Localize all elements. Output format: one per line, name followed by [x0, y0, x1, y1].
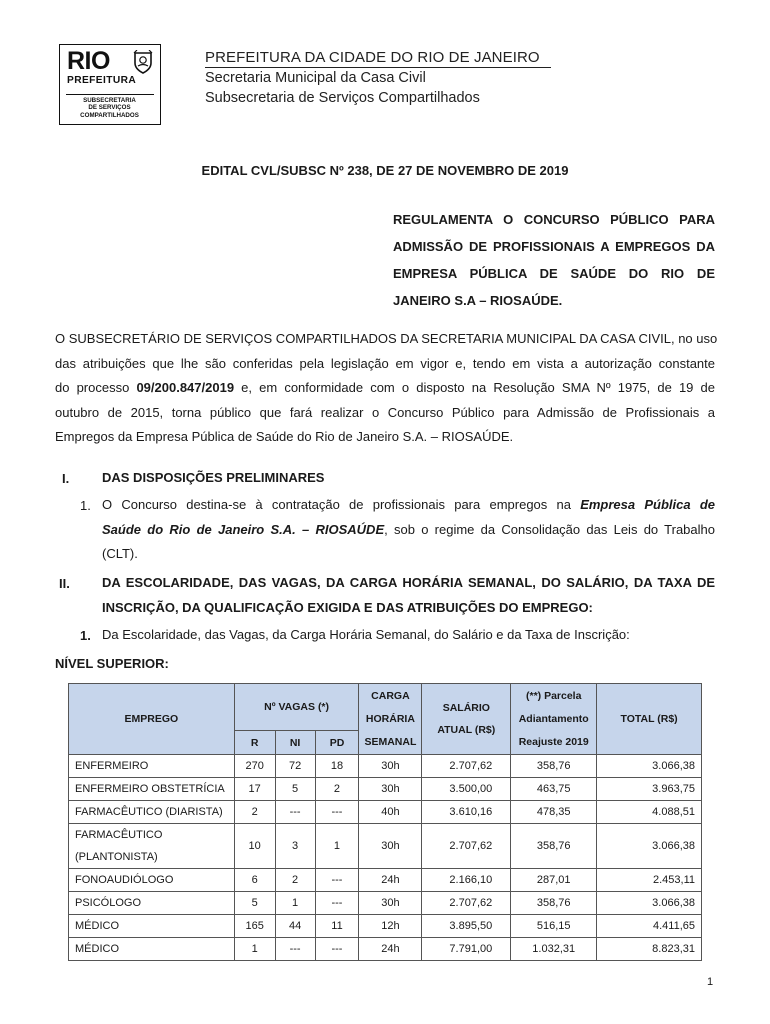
cell-emprego: ENFERMEIRO: [69, 755, 235, 778]
cell-total: 3.066,38: [597, 824, 702, 869]
ementa-line: EMPRESA PÚBLICA DE SAÚDE DO RIO DE: [393, 266, 715, 281]
cell-pd: 1: [315, 824, 359, 869]
cell-r: 6: [234, 869, 275, 892]
level-label: NÍVEL SUPERIOR:: [55, 656, 169, 671]
cell-carga: 24h: [359, 869, 422, 892]
cell-carga: 30h: [359, 824, 422, 869]
city-crest-icon: [132, 50, 154, 74]
item-text: , sob o regime da Consolidação das Leis do Trabalho: [384, 521, 715, 537]
header-line: (**) Parcela: [525, 689, 582, 702]
intro-paragraph: [55, 327, 718, 450]
section-2-numeral: II.: [59, 576, 70, 591]
cell-parcela: 478,35: [511, 801, 597, 824]
section-1-numeral: I.: [62, 471, 70, 486]
section-2-item-number: 1.: [80, 628, 91, 643]
section-2-item: Da Escolaridade, das Vagas, da Carga Horária Semanal, do Salário e da Taxa de Inscrição:: [102, 627, 630, 642]
table-row: [69, 755, 702, 778]
table-row: [69, 778, 702, 801]
cell-ni: 44: [275, 915, 315, 938]
intro-line: outubro de 2015, torna público que fará realizar o Concurso Público para Admissão de Profissionais a: [55, 404, 715, 420]
col-header-carga: [359, 684, 422, 755]
header-line: Reajuste 2019: [518, 735, 589, 748]
col-header-vagas: Nº VAGAS (*): [234, 684, 359, 731]
cell-salario: 2.707,62: [422, 755, 511, 778]
cell-parcela: 287,01: [511, 869, 597, 892]
table-row: [69, 938, 702, 961]
logo-subtitle: [60, 97, 159, 119]
cell-emprego: MÉDICO: [69, 915, 235, 938]
ementa-line: ADMISSÃO DE PROFISSIONAIS A EMPREGOS DA: [393, 239, 715, 254]
header-line: CARGA: [371, 689, 410, 702]
cell-total: 3.066,38: [597, 755, 702, 778]
cell-emprego: [69, 824, 235, 869]
cell-carga: 30h: [359, 892, 422, 915]
page-number: 1: [707, 976, 714, 988]
cell-total: 4.411,65: [597, 915, 702, 938]
prefeitura-logo: [59, 44, 161, 125]
cell-salario: 2.707,62: [422, 824, 511, 869]
header-line: HORÁRIA: [365, 712, 415, 725]
cell-total: 3.066,38: [597, 892, 702, 915]
cell-ni: 3: [275, 824, 315, 869]
logo-divider: [66, 94, 154, 95]
cell-r: 1: [234, 938, 275, 961]
table-row: [69, 824, 702, 869]
edital-title: EDITAL CVL/SUBSC Nº 238, DE 27 DE NOVEMBRO DE 2019: [201, 163, 569, 178]
cell-parcela: 516,15: [511, 915, 597, 938]
cell-ni: 2: [275, 869, 315, 892]
cell-parcela: 463,75: [511, 778, 597, 801]
col-header-emprego: EMPREGO: [69, 684, 235, 755]
cell-total: 8.823,31: [597, 938, 702, 961]
item-emphasis: Saúde do Rio de Janeiro S.A. – RIOSAÚDE: [102, 521, 385, 537]
cell-ni: 1: [275, 892, 315, 915]
logo-prefeitura: PREFEITURA: [67, 75, 137, 86]
table-row: [69, 892, 702, 915]
cell-emprego: FONOAUDIÓLOGO: [69, 869, 235, 892]
header-line: SALÁRIO: [442, 702, 490, 714]
cell-total: 3.963,75: [597, 778, 702, 801]
intro-line: das atribuições que lhe são conferidas pela legislação em vigor e, tendo em vista a autorização constante: [55, 355, 715, 371]
cell-ni: 5: [275, 778, 315, 801]
cell-emprego: ENFERMEIRO OBSTETRÍCIA: [69, 778, 235, 801]
col-header-ni: NI: [275, 731, 315, 755]
cell-salario: 2.166,10: [422, 869, 511, 892]
cell-ni: ---: [275, 801, 315, 824]
cell-total: 2.453,11: [597, 869, 702, 892]
cell-emprego: PSICÓLOGO: [69, 892, 235, 915]
cell-salario: 3.895,50: [422, 915, 511, 938]
cell-carga: 40h: [359, 801, 422, 824]
logo-sub-line: DE SERVIÇOS: [88, 104, 131, 112]
col-header-salario: [422, 684, 511, 755]
cell-r: 2: [234, 801, 275, 824]
intro-line: Empregos da Empresa Pública de Saúde do Rio de Janeiro S.A. – RIOSAÚDE.: [55, 429, 514, 444]
cell-ni: 72: [275, 755, 315, 778]
intro-text: e, em conformidade com o disposto na Resolução SMA Nº 1975, de 19 de: [234, 380, 715, 395]
logo-brand: RIO: [67, 47, 110, 75]
cell-salario: 3.500,00: [422, 778, 511, 801]
cell-pd: ---: [315, 892, 359, 915]
cell-salario: 3.610,16: [422, 801, 511, 824]
item-text: O Concurso destina-se à contratação de profissionais para empregos na: [102, 497, 581, 512]
cell-total: 4.088,51: [597, 801, 702, 824]
vacancies-table: [68, 683, 702, 961]
header-rule: [205, 67, 551, 68]
cell-r: 5: [234, 892, 275, 915]
intro-line: [55, 376, 715, 401]
cell-ni: ---: [275, 938, 315, 961]
process-number: 09/200.847/2019: [136, 380, 235, 395]
logo-sub-line: SUBSECRETARIA: [83, 97, 136, 104]
cell-parcela: 358,76: [511, 824, 597, 869]
ementa: [393, 206, 715, 314]
header-line: Adiantamento: [518, 712, 589, 725]
intro-text: do processo: [55, 380, 137, 395]
col-header-r: R: [234, 731, 275, 755]
cell-pd: 2: [315, 778, 359, 801]
cell-emprego: FARMACÊUTICO (DIARISTA): [69, 801, 235, 824]
ementa-line: JANEIRO S.A – RIOSAÚDE.: [393, 293, 563, 308]
header-subsecretaria: Subsecretaria de Serviços Compartilhados: [205, 90, 480, 106]
table-row: [69, 915, 702, 938]
header-line: SEMANAL: [364, 735, 417, 748]
ementa-line: REGULAMENTA O CONCURSO PÚBLICO PARA: [393, 212, 715, 227]
logo-top: [60, 45, 159, 96]
cell-carga: 24h: [359, 938, 422, 961]
cell-pd: ---: [315, 869, 359, 892]
item-line: [102, 493, 715, 518]
cell-salario: 2.707,62: [422, 892, 511, 915]
cell-salario: 7.791,00: [422, 938, 511, 961]
cell-carga: 30h: [359, 755, 422, 778]
cell-emprego: MÉDICO: [69, 938, 235, 961]
item-line: [102, 518, 715, 543]
cell-parcela: 358,76: [511, 892, 597, 915]
cell-carga: 12h: [359, 915, 422, 938]
cell-pd: ---: [315, 938, 359, 961]
cell-carga: 30h: [359, 778, 422, 801]
section-1-item-number: 1.: [80, 498, 91, 513]
intro-line: O SUBSECRETÁRIO DE SERVIÇOS COMPARTILHADOS DA SECRETARIA MUNICIPAL DA CASA CIVIL, no uso: [55, 331, 718, 346]
cell-parcela: 358,76: [511, 755, 597, 778]
section-2-title-line: DA ESCOLARIDADE, DAS VAGAS, DA CARGA HORÁRIA SEMANAL, DO SALÁRIO, DA TAXA DE: [102, 575, 715, 590]
table-row: [69, 801, 702, 824]
cell-line: (PLANTONISTA): [75, 851, 158, 863]
section-1-item: [102, 493, 715, 567]
item-line: (CLT).: [102, 546, 138, 561]
item-emphasis: Empresa Pública de: [580, 497, 715, 512]
cell-r: 270: [234, 755, 275, 778]
section-2-title: [102, 571, 715, 620]
cell-pd: 18: [315, 755, 359, 778]
col-header-parcela: [511, 684, 597, 755]
cell-line: FARMACÊUTICO: [75, 829, 163, 841]
header-city: PREFEITURA DA CIDADE DO RIO DE JANEIRO: [205, 49, 540, 66]
cell-r: 10: [234, 824, 275, 869]
cell-r: 17: [234, 778, 275, 801]
col-header-total: TOTAL (R$): [597, 684, 702, 755]
header-line: ATUAL (R$): [437, 724, 496, 736]
table-row: [69, 869, 702, 892]
cell-parcela: 1.032,31: [511, 938, 597, 961]
cell-pd: 11: [315, 915, 359, 938]
col-header-pd: PD: [315, 731, 359, 755]
cell-r: 165: [234, 915, 275, 938]
header-secretaria: Secretaria Municipal da Casa Civil: [205, 70, 426, 86]
section-2-title-line: INSCRIÇÃO, DA QUALIFICAÇÃO EXIGIDA E DAS ATRIBUIÇÕES DO EMPREGO:: [102, 599, 593, 615]
cell-pd: ---: [315, 801, 359, 824]
logo-sub-line: COMPARTILHADOS: [80, 111, 139, 119]
section-1-title: DAS DISPOSIÇÕES PRELIMINARES: [102, 470, 325, 485]
